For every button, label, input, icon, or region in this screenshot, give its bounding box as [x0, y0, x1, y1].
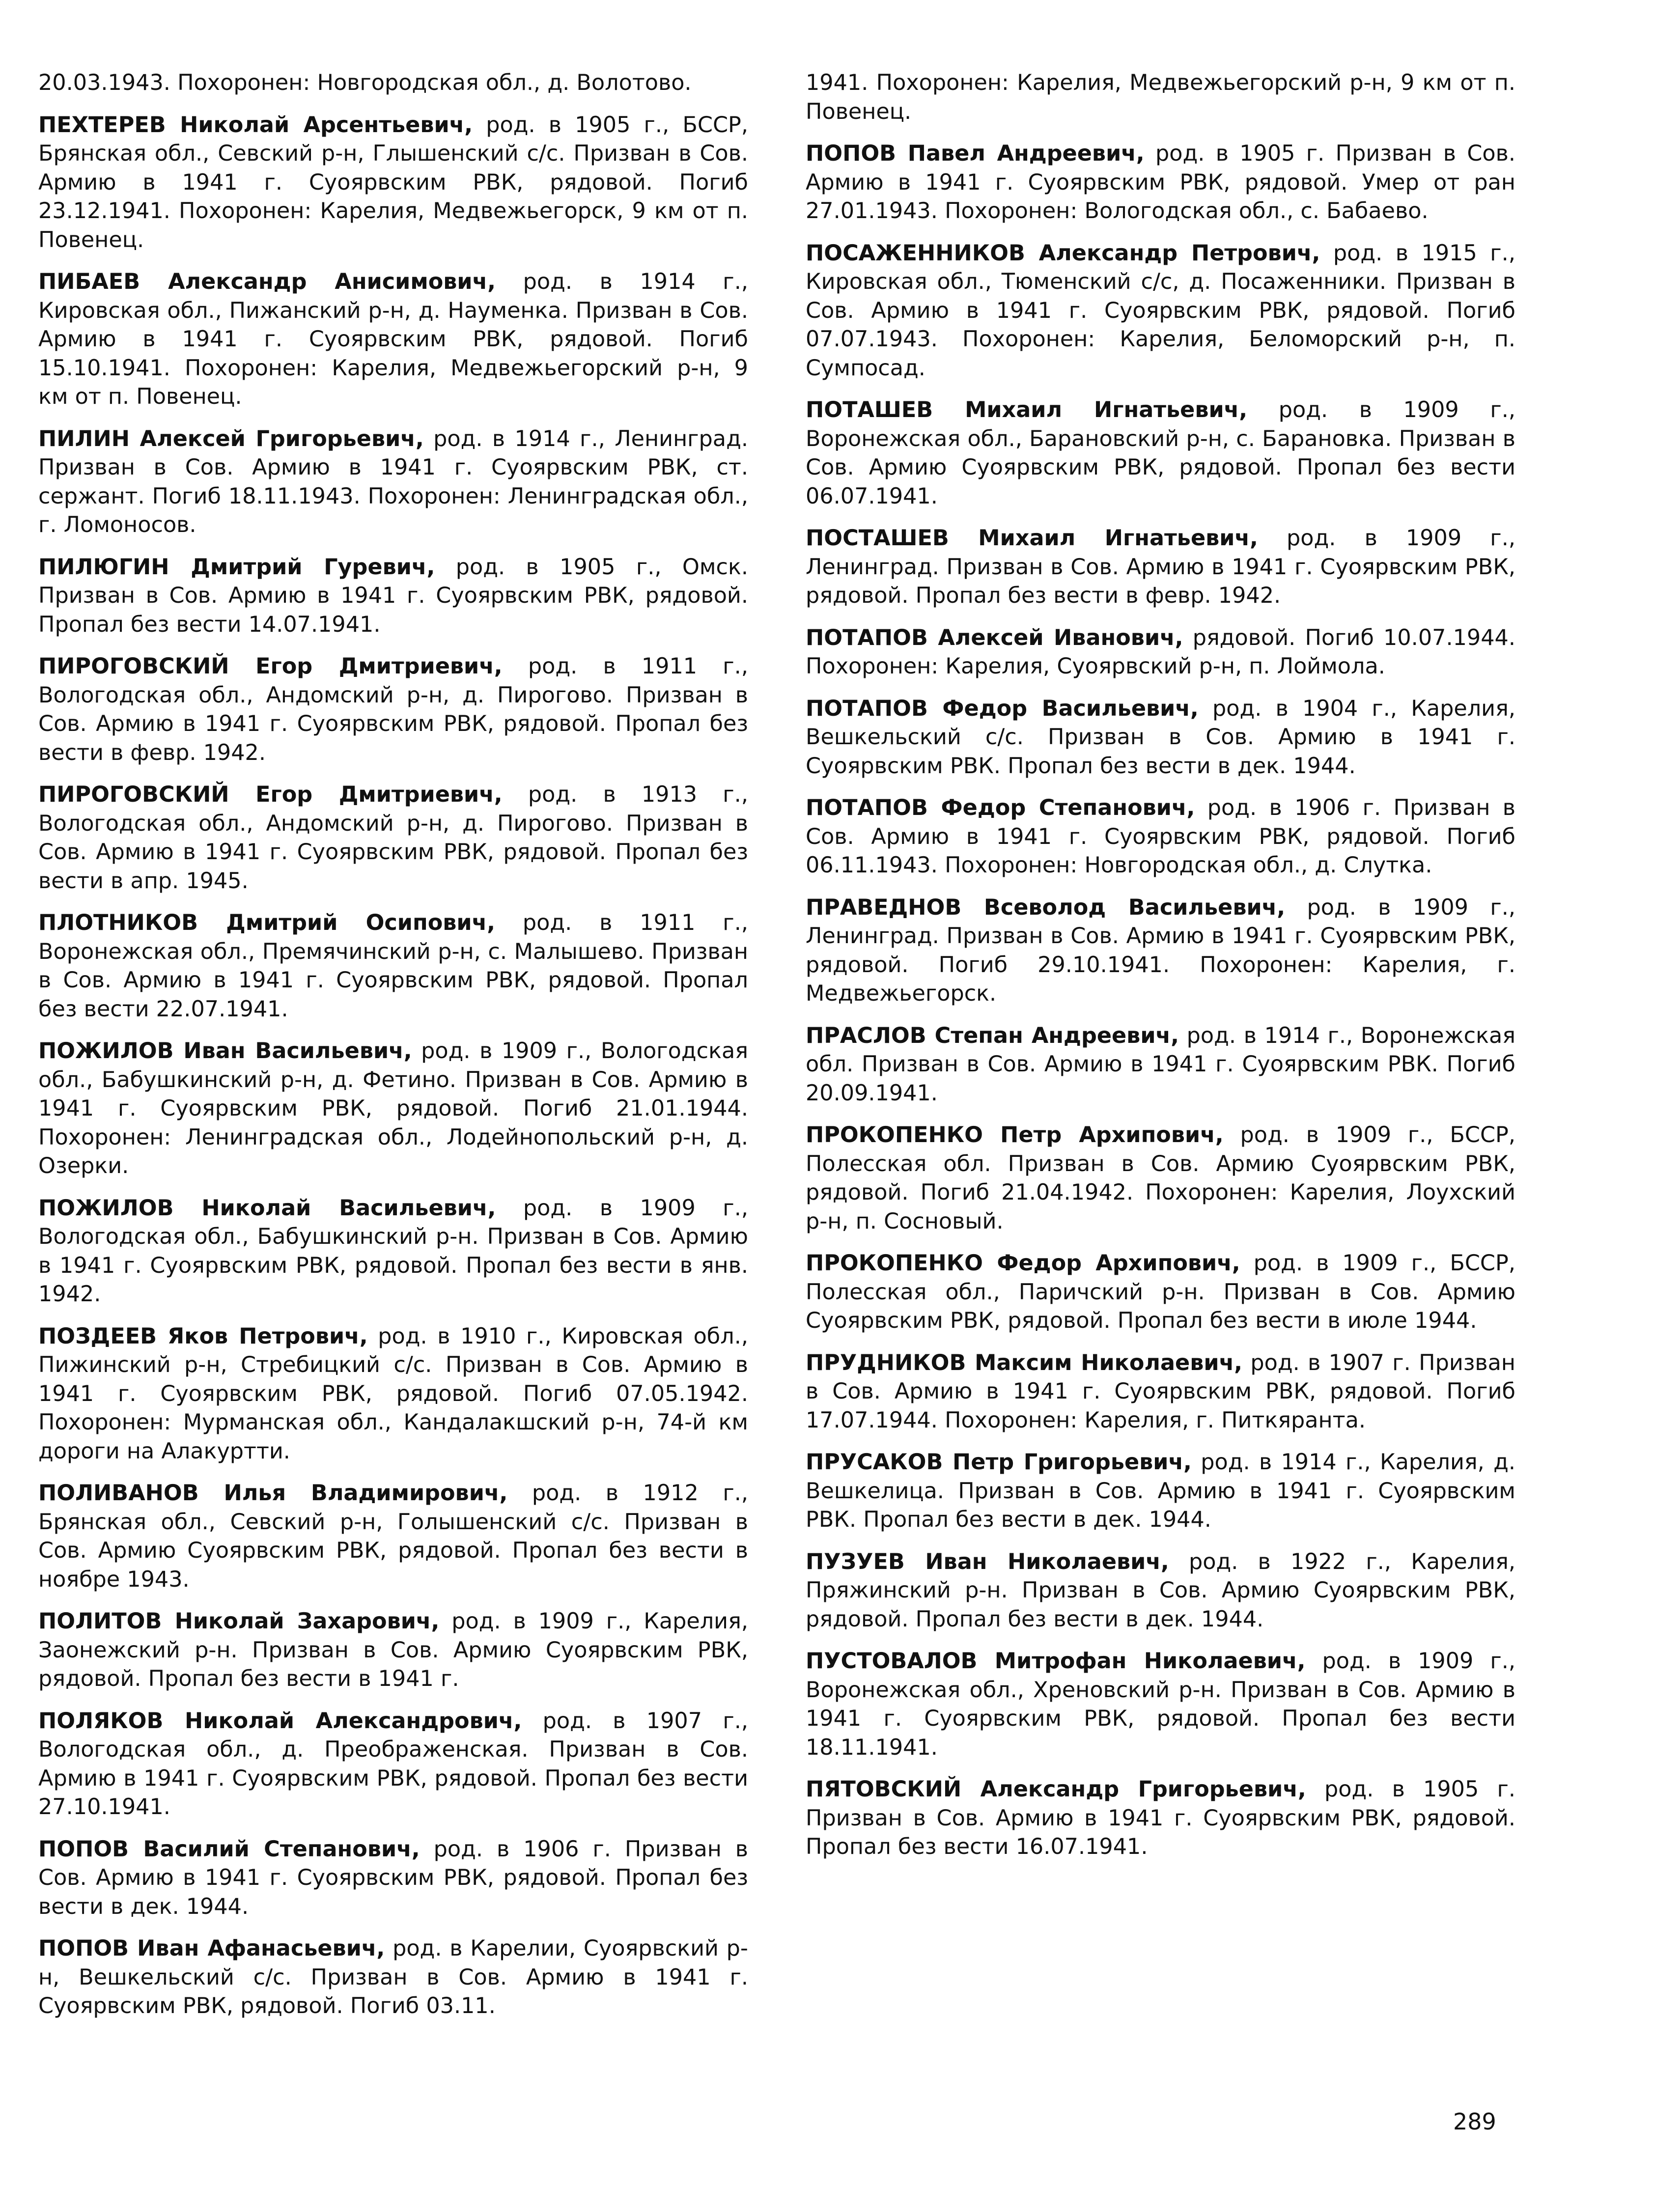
- entry-name: ПИЛЮГИН Дмитрий Гуревич,: [38, 554, 435, 580]
- entry-name: ПОПОВ Иван Афанасьевич,: [38, 1936, 385, 1961]
- entry-name: ПОТАШЕВ Михаил Игнатьевич,: [806, 397, 1248, 422]
- entry-text: род. в 1911 г., Вологодская обл., Андомский р-н, д. Пирогово. Призван в Сов. Армию в 1941 г. Суоярвским РВК, рядовой. Пропал без вести в февр. 1942.: [38, 654, 748, 765]
- entry-name: ПРУДНИКОВ Максим Николаевич,: [806, 1350, 1243, 1375]
- entry-name: ПРАВЕДНОВ Всеволод Васильевич,: [806, 895, 1286, 920]
- entry: [806, 1647, 1515, 1762]
- entry-text: род. в 1906 г. Призван в Сов. Армию в 1941 г. Суоярвским РВК, рядовой. Погиб 06.11.1943. Похоронен: Новгородская обл., д. Слутка.: [806, 795, 1515, 878]
- page-number: 289: [1453, 2108, 1496, 2135]
- entry-text: род. в 1905 г., Омск. Призван в Сов. Армию в 1941 г. Суоярвским РВК, рядовой. Пропал без вести 14.07.1941.: [38, 554, 748, 637]
- entry-text: род. в 1905 г. Призван в Сов. Армию в 1941 г. Суоярвским РВК, рядовой. Умер от ран 27.01.1943. Похоронен: Вологодская обл., с. Бабаево.: [806, 141, 1516, 224]
- entry: [38, 1934, 748, 2021]
- entry: [806, 396, 1515, 511]
- entry-text: род. в 1909 г., БССР, Полесская обл., Паричский р-н. Призван в Сов. Армию Суоярвским РВК, рядовой. Пропал без вести в июле 1944.: [806, 1251, 1515, 1333]
- entry-text: 20.03.1943. Похоронен: Новгородская обл., д. Волотово.: [38, 70, 692, 95]
- entry-name: ПИЛИН Алексей Григорьевич,: [38, 426, 424, 451]
- entry-name: ПОТАПОВ Федор Степанович,: [806, 795, 1195, 820]
- left-column: [38, 69, 748, 2034]
- entry-name: ПОЛИВАНОВ Илья Владимирович,: [38, 1481, 508, 1506]
- entry-text: род. в 1906 г. Призван в Сов. Армию в 1941 г. Суоярвским РВК, рядовой. Пропал без вести в дек. 1944.: [38, 1836, 748, 1919]
- entry: [806, 1249, 1515, 1336]
- entry: [38, 909, 748, 1024]
- entry: [806, 239, 1515, 383]
- entry: [38, 1194, 748, 1309]
- entry: [38, 781, 748, 896]
- entry: [806, 140, 1515, 226]
- entry-text: род. в 1909 г., Ленинград. Призван в Сов. Армию в 1941 г. Суоярвским РВК, рядовой. Пропал без вести в февр. 1942.: [806, 526, 1515, 608]
- entry-text: род. в 1909 г., Ленинград. Призван в Сов. Армию в 1941 г. Суоярвским РВК, рядовой. Погиб 29.10.1941. Похоронен: Карелия, г. Медвежьегорск.: [806, 895, 1515, 1006]
- entry-text: род. в 1922 г., Карелия, Пряжинский р-н. Призван в Сов. Армию Суоярвским РВК, рядовой. Пропал без вести в дек. 1944.: [806, 1549, 1515, 1632]
- entry: [38, 1835, 748, 1922]
- entry: [806, 1775, 1515, 1862]
- entry-name: ПЕХТЕРЕВ Николай Арсентьевич,: [38, 112, 473, 138]
- entry-text: род. в 1909 г., Воронежская обл., Хреновский р-н. Призван в Сов. Армию в 1941 г. Суоярвским РВК, рядовой. Пропал без вести 18.11.1941.: [806, 1649, 1515, 1760]
- entry-text: род. в 1907 г. Призван в Сов. Армию в 1941 г. Суоярвским РВК, рядовой. Погиб 17.07.1944. Похоронен: Карелия, г. Питкяранта.: [806, 1350, 1515, 1433]
- entry-name: ПРОКОПЕНКО Федор Архипович,: [806, 1251, 1240, 1276]
- entry-text: род. в 1905 г., БССР, Брянская обл., Севский р-н, Глышенский с/с. Призван в Сов. Армию в 1941 г. Суоярвским РВК, рядовой. Погиб 23.12.1941. Похоронен: Карелия, Медвежьегорск, 9 км от п. Повенец.: [38, 112, 749, 252]
- entry: [38, 1607, 748, 1694]
- entry-name: ПОЖИЛОВ Николай Васильевич,: [38, 1195, 496, 1221]
- entry-continuation: [806, 69, 1515, 126]
- entry-name: ПОЛИТОВ Николай Захарович,: [38, 1609, 440, 1634]
- entry-text: 1941. Похоронен: Карелия, Медвежьегорский р-н, 9 км от п. Повенец.: [806, 70, 1515, 124]
- entry: [38, 1479, 748, 1594]
- entry-text: род. в 1914 г., Воронежская обл. Призван в Сов. Армию в 1941 г. Суоярвским РВК. Погиб 20.09.1941.: [806, 1023, 1516, 1106]
- entry-text: род. в 1910 г., Кировская обл., Пижинский р-н, Стребицкий с/с. Призван в Сов. Армию в 1941 г. Суоярвским РВК, рядовой. Погиб 07.05.1942. Похоронен: Мурманская обл., Кандалакшский р-н, 74-й км дороги на Алакуртти.: [38, 1323, 748, 1464]
- entry-text: род. в 1909 г., Карелия, Заонежский р-н. Призван в Сов. Армию Суоярвским РВК, рядовой. Пропал без вести в 1941 г.: [38, 1609, 748, 1691]
- entry: [806, 1121, 1515, 1236]
- entry: [38, 425, 748, 540]
- entry-name: ПОПОВ Василий Степанович,: [38, 1836, 420, 1862]
- entry-text: род. в 1909 г., Вологодская обл., Бабушкинский р-н. Призван в Сов. Армию в 1941 г. Суоярвским РВК, рядовой. Пропал без вести в янв. 1942.: [38, 1195, 748, 1307]
- entry-text: род. в Карелии, Суоярвский р-н, Вешкельский с/с. Призван в Сов. Армию в 1941 г. Суоярвским РВК, рядовой. Погиб 03.11.: [38, 1936, 748, 2018]
- entry-text: род. в 1913 г., Вологодская обл., Андомский р-н, д. Пирогово. Призван в Сов. Армию в 1941 г. Суоярвским РВК, рядовой. Пропал без вести в апр. 1945.: [38, 782, 748, 894]
- entry-name: ПИРОГОВСКИЙ Егор Дмитриевич,: [38, 782, 503, 807]
- entry-text: род. в 1912 г., Брянская обл., Севский р-н, Голышенский с/с. Призван в Сов. Армию Суоярвским РВК, рядовой. Пропал без вести в ноябре 1943.: [38, 1481, 748, 1592]
- entry-text: род. в 1914 г., Карелия, д. Вешкелица. Призван в Сов. Армию в 1941 г. Суоярвским РВК. Пропал без вести в дек. 1944.: [806, 1450, 1515, 1532]
- right-column: [806, 69, 1515, 1875]
- entry-text: род. в 1914 г., Кировская обл., Пижанский р-н, д. Науменка. Призван в Сов. Армию в 1941 г. Суоярвским РВК, рядовой. Погиб 15.10.1941. Похоронен: Карелия, Медвежьегорский р-н, 9 км от п. Повенец.: [38, 269, 748, 409]
- entry: [806, 794, 1515, 880]
- entry: [38, 652, 748, 767]
- entry-name: ПОЖИЛОВ Иван Васильевич,: [38, 1038, 412, 1064]
- entry-name: ПОСАЖЕННИКОВ Александр Петрович,: [806, 240, 1320, 266]
- entry-text: род. в 1907 г., Вологодская обл., д. Преображенская. Призван в Сов. Армию в 1941 г. Суоярвским РВК, рядовой. Пропал без вести 27.10.1941.: [38, 1708, 748, 1820]
- entry: [38, 268, 748, 412]
- entry-text: род. в 1909 г., Воронежская обл., Барановский р-н, с. Барановка. Призван в Сов. Армию Суоярвским РВК, рядовой. Пропал без вести 06.07.1941.: [806, 397, 1515, 509]
- entry: [38, 553, 748, 640]
- entry-name: ПИРОГОВСКИЙ Егор Дмитриевич,: [38, 654, 503, 679]
- entry-name: ПРУСАКОВ Петр Григорьевич,: [806, 1450, 1192, 1475]
- entry: [806, 624, 1515, 681]
- entry: [806, 524, 1515, 611]
- entry: [806, 1548, 1515, 1634]
- entry-name: ПУСТОВАЛОВ Митрофан Николаевич,: [806, 1649, 1306, 1674]
- entry-text: род. в 1911 г., Воронежская обл., Премячинский р-н, с. Малышево. Призван в Сов. Армию в 1941 г. Суоярвским РВК, рядовой. Пропал без вести 22.07.1941.: [38, 910, 748, 1022]
- entry: [806, 695, 1515, 781]
- entry-name: ПЯТОВСКИЙ Александр Григорьевич,: [806, 1777, 1306, 1802]
- entry-name: ПЛОТНИКОВ Дмитрий Осипович,: [38, 910, 496, 935]
- entry-name: ПОТАПОВ Федор Васильевич,: [806, 696, 1199, 721]
- entry-name: ПОСТАШЕВ Михаил Игнатьевич,: [806, 526, 1258, 551]
- entry: [38, 1037, 748, 1181]
- entry-text: род. в 1909 г., Вологодская обл., Бабушкинский р-н, д. Фетино. Призван в Сов. Армию в 1941 г. Суоярвским РВК, рядовой. Погиб 21.01.1944. Похоронен: Ленинградская обл., Лодейнопольский р-н, д. Озерки.: [38, 1038, 748, 1178]
- entry: [38, 1322, 748, 1466]
- entry: [38, 111, 748, 255]
- entry-text: род. в 1909 г., БССР, Полесская обл. Призван в Сов. Армию Суоярвским РВК, рядовой. Погиб 21.04.1942. Похоронен: Карелия, Лоухский р-н, п. Сосновый.: [806, 1122, 1515, 1234]
- entry-text: рядовой. Погиб 10.07.1944. Похоронен: Карелия, Суоярвский р-н, п. Лоймола.: [806, 625, 1515, 679]
- entry-text: род. в 1905 г. Призван в Сов. Армию в 1941 г. Суоярвским РВК, рядовой. Пропал без вести 16.07.1941.: [806, 1777, 1515, 1859]
- entry-continuation: [38, 69, 748, 98]
- entry: [806, 894, 1515, 1008]
- entry-name: ПОПОВ Павел Андреевич,: [806, 141, 1145, 166]
- entry: [38, 1707, 748, 1822]
- entry-name: ПУЗУЕВ Иван Николаевич,: [806, 1549, 1169, 1574]
- entry-text: род. в 1915 г., Кировская обл., Тюменский с/с, д. Посаженники. Призван в Сов. Армию в 1941 г. Суоярвским РВК, рядовой. Погиб 07.07.1943. Похоронен: Карелия, Беломорский р-н, п. Сумпосад.: [806, 240, 1515, 381]
- entry-name: ПИБАЕВ Александр Анисимович,: [38, 269, 496, 294]
- entry-name: ПОЗДЕЕВ Яков Петрович,: [38, 1323, 368, 1349]
- entry: [806, 1022, 1515, 1108]
- entry: [806, 1349, 1515, 1435]
- entry-name: ПОЛЯКОВ Николай Александрович,: [38, 1708, 522, 1734]
- entry-text: род. в 1914 г., Ленинград. Призван в Сов. Армию в 1941 г. Суоярвским РВК, ст. сержант. Погиб 18.11.1943. Похоронен: Ленинградская обл., г. Ломоносов.: [38, 426, 748, 537]
- entry-name: ПРОКОПЕНКО Петр Архипович,: [806, 1122, 1224, 1148]
- entry-name: ПОТАПОВ Алексей Иванович,: [806, 625, 1183, 650]
- entry-name: ПРАСЛОВ Степан Андреевич,: [806, 1023, 1179, 1048]
- entry: [806, 1448, 1515, 1535]
- entry-text: род. в 1904 г., Карелия, Вешкельский с/с. Призван в Сов. Армию в 1941 г. Суоярвским РВК. Пропал без вести в дек. 1944.: [806, 696, 1516, 779]
